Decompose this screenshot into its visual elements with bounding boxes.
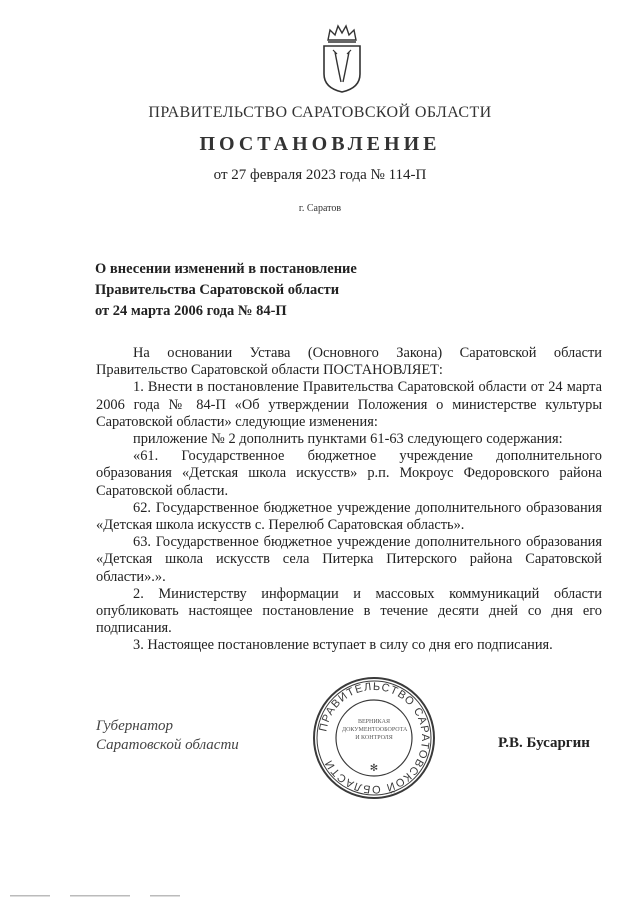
- stamp-inner-text: ВЕРНИКАЯ ДОКУМЕНТООБОРОТА И КОНТРОЛЯ: [342, 719, 408, 741]
- body-paragraph: «61. Государственное бюджетное учреждение дополнительного образования «Детская школа искусств» р.п. Мокроус Федоровского района Саратовской области.: [96, 448, 602, 499]
- subject-line: Правительства Саратовской области: [95, 282, 340, 298]
- body-paragraph: На основании Устава (Основного Закона) Саратовской области Правительство Саратовской области ПОСТАНОВЛЯЕТ:: [96, 345, 602, 379]
- signatory-title: [96, 717, 239, 755]
- stamp-ring-text: ПРАВИТЕЛЬСТВО САРАТОВСКОЙ ОБЛАСТИ: [317, 680, 432, 796]
- body-paragraph: 2. Министерству информации и массовых коммуникаций области опубликовать настоящее постановление в течение десяти дней со дня его подписания.: [96, 585, 602, 637]
- document-city: г. Саратов: [298, 203, 342, 214]
- signatory-title-line: Губернатор: [96, 718, 174, 734]
- document-body: [96, 345, 602, 655]
- saratov-coat-of-arms-icon: [318, 18, 366, 94]
- document-date-number: от 27 февраля 2023 года № 114-П: [213, 167, 427, 183]
- subject-line: О внесении изменений в постановление: [95, 261, 357, 277]
- body-paragraph: 3. Настоящее постановление вступает в силу со дня его подписания.: [133, 637, 553, 654]
- body-paragraph: 63. Государственное бюджетное учреждение дополнительного образования «Детская школа искусств села Питерка Питерского района Саратовской области».».: [96, 534, 602, 585]
- body-paragraph: 1. Внести в постановление Правительства Саратовской области от 24 марта 2006 года № 84-П «Об утверждении Положения о министерстве культуры Саратовской области» следующие изменения:: [96, 379, 602, 430]
- scan-footer-noise: [0, 892, 640, 900]
- subject-line: от 24 марта 2006 года № 84-П: [95, 303, 287, 319]
- document-type: ПОСТАНОВЛЕНИЕ: [199, 133, 441, 155]
- signatory-name: Р.В. Бусаргин: [498, 735, 590, 751]
- document-subject: [95, 259, 415, 322]
- signatory-title-line: Саратовской области: [96, 737, 239, 753]
- svg-text:✻: ✻: [369, 763, 379, 774]
- organization-title: ПРАВИТЕЛЬСТВО САРАТОВСКОЙ ОБЛАСТИ: [148, 104, 492, 121]
- body-paragraph: 62. Государственное бюджетное учреждение дополнительного образования «Детская школа искусств с. Перелюб Саратовская область».: [96, 499, 602, 534]
- body-paragraph: приложение № 2 дополнить пунктами 61-63 следующего содержания:: [133, 431, 563, 448]
